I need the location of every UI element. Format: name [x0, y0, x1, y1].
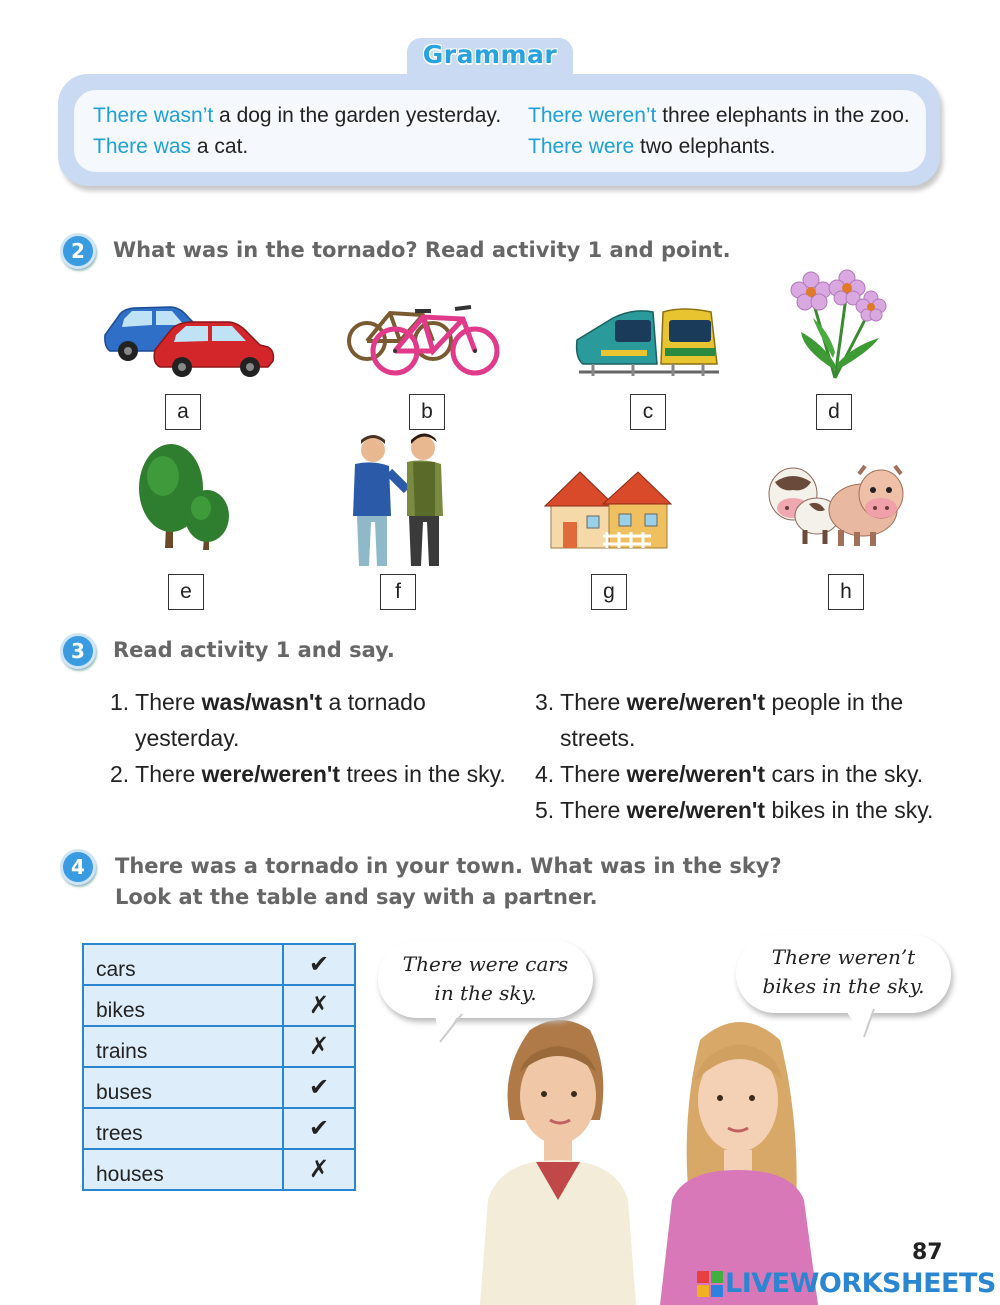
sentence-1: 1. There was/wasn't a tornado — [110, 689, 426, 715]
page-number: 87 — [912, 1240, 943, 1265]
speech-bubble-right-tail — [838, 1005, 878, 1039]
speech-bubble-left-tail — [430, 1010, 470, 1044]
grammar-example-2: There was a cat. — [93, 135, 249, 158]
table-word: buses — [83, 1067, 283, 1108]
table-word: trains — [83, 1026, 283, 1067]
sentence-3: 3. There were/weren't people in the — [535, 689, 904, 715]
activity-4-number: 4 — [60, 849, 96, 885]
speech-bubble-right-line-2: bikes in the sky. — [762, 974, 925, 998]
activity-3-instruction: Read activity 1 and say. — [113, 638, 395, 662]
speech-bubble-left-line-1: There were cars — [402, 952, 569, 976]
activity-3-number: 3 — [60, 633, 96, 669]
flowers-icon — [783, 260, 893, 382]
table-word: houses — [83, 1149, 283, 1190]
sentence-3-continued: streets. — [560, 725, 636, 751]
table-word: cars — [83, 944, 283, 985]
cars-icon — [100, 295, 280, 380]
speech-bubble-left-line-2: in the sky. — [434, 981, 537, 1005]
liveworksheets-brand: LIVEWORKSHEETS — [725, 1268, 996, 1299]
grammar-example-3: There weren’t three elephants in the zoo. — [528, 104, 910, 127]
answer-box-d[interactable]: d — [816, 394, 852, 430]
answer-box-c[interactable]: c — [630, 394, 666, 430]
people-icon — [345, 432, 450, 572]
table-mark: ✗ — [283, 1149, 355, 1190]
table-mark: ✔ — [283, 1108, 355, 1149]
trees-icon — [133, 436, 233, 554]
grammar-box-inner — [74, 90, 926, 172]
liveworksheets-logo-icon — [697, 1271, 723, 1297]
houses-icon — [543, 466, 673, 552]
table-mark: ✔ — [283, 1067, 355, 1108]
table-word: trees — [83, 1108, 283, 1149]
grammar-example-1: There wasn’t a dog in the garden yesterday. — [93, 104, 502, 127]
table-row — [83, 1108, 355, 1149]
sentence-1-continued: yesterday. — [135, 725, 240, 751]
girls-photo — [440, 1010, 880, 1305]
table-mark: ✗ — [283, 985, 355, 1026]
speech-bubble-left — [378, 940, 593, 1018]
trains-icon — [573, 302, 723, 380]
cows-icon — [765, 460, 913, 550]
answer-box-e[interactable]: e — [168, 574, 204, 610]
sentence-4: 4. There were/weren't cars in the sky. — [535, 761, 924, 787]
table-row — [83, 985, 355, 1026]
answer-box-b[interactable]: b — [409, 394, 445, 430]
activity-4-instruction-line-1: There was a tornado in your town. What was in the sky? — [115, 854, 782, 878]
grammar-example-4: There were two elephants. — [528, 135, 776, 158]
table-mark: ✔ — [283, 944, 355, 985]
speech-bubble-right-line-1: There weren’t — [771, 945, 916, 969]
bikes-icon — [345, 293, 505, 383]
answer-box-h[interactable]: h — [828, 574, 864, 610]
table-row — [83, 944, 355, 985]
sentence-2: 2. There were/weren't trees in the sky. — [110, 761, 506, 787]
sentence-5: 5. There were/weren't bikes in the sky. — [535, 797, 934, 823]
answer-box-f[interactable]: f — [380, 574, 416, 610]
activity-2-number: 2 — [60, 233, 96, 269]
table-row — [83, 1026, 355, 1067]
grammar-title: Grammar — [422, 40, 558, 69]
tornado-table — [82, 943, 356, 1191]
table-row — [83, 1067, 355, 1108]
table-row — [83, 1149, 355, 1190]
table-word: bikes — [83, 985, 283, 1026]
activity-4-instruction-line-2: Look at the table and say with a partner. — [115, 885, 598, 909]
table-mark: ✗ — [283, 1026, 355, 1067]
answer-box-g[interactable]: g — [591, 574, 627, 610]
answer-box-a[interactable]: a — [165, 394, 201, 430]
activity-2-instruction: What was in the tornado? Read activity 1 and point. — [113, 238, 731, 262]
speech-bubble-right — [736, 935, 951, 1013]
